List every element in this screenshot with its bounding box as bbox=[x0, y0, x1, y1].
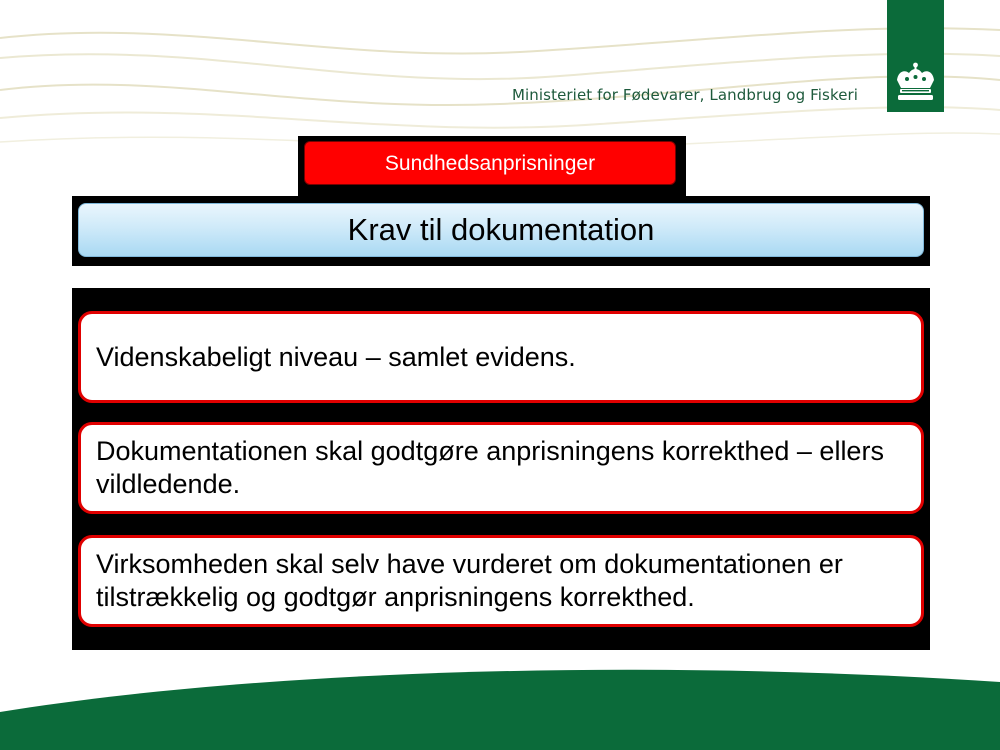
ministry-name: Ministeriet for Fødevarer, Landbrug og Fiskeri bbox=[512, 86, 859, 104]
category-tag: Sundhedsanprisninger bbox=[304, 141, 676, 185]
point-box-1 bbox=[78, 311, 924, 403]
point-box-3 bbox=[78, 535, 924, 627]
title-frame bbox=[72, 196, 930, 266]
content-panel bbox=[72, 288, 930, 650]
point-box-2 bbox=[78, 422, 924, 514]
footer-wave bbox=[0, 660, 1000, 750]
logo-tab bbox=[887, 0, 944, 112]
point-text-1: Videnskabeligt niveau – samlet evidens. bbox=[96, 341, 576, 372]
point-text-3: Virksomheden skal selv have vurderet om dokumentationen er tilstrækkelig og godtgør anprisningens korrekthed. bbox=[96, 549, 843, 612]
category-tag-frame bbox=[298, 136, 686, 196]
slide-title: Krav til dokumentation bbox=[78, 203, 924, 257]
crown-icon bbox=[894, 62, 937, 104]
point-text-2: Dokumentationen skal godtgøre anprisningens korrekthed – ellers vildledende. bbox=[96, 436, 884, 499]
